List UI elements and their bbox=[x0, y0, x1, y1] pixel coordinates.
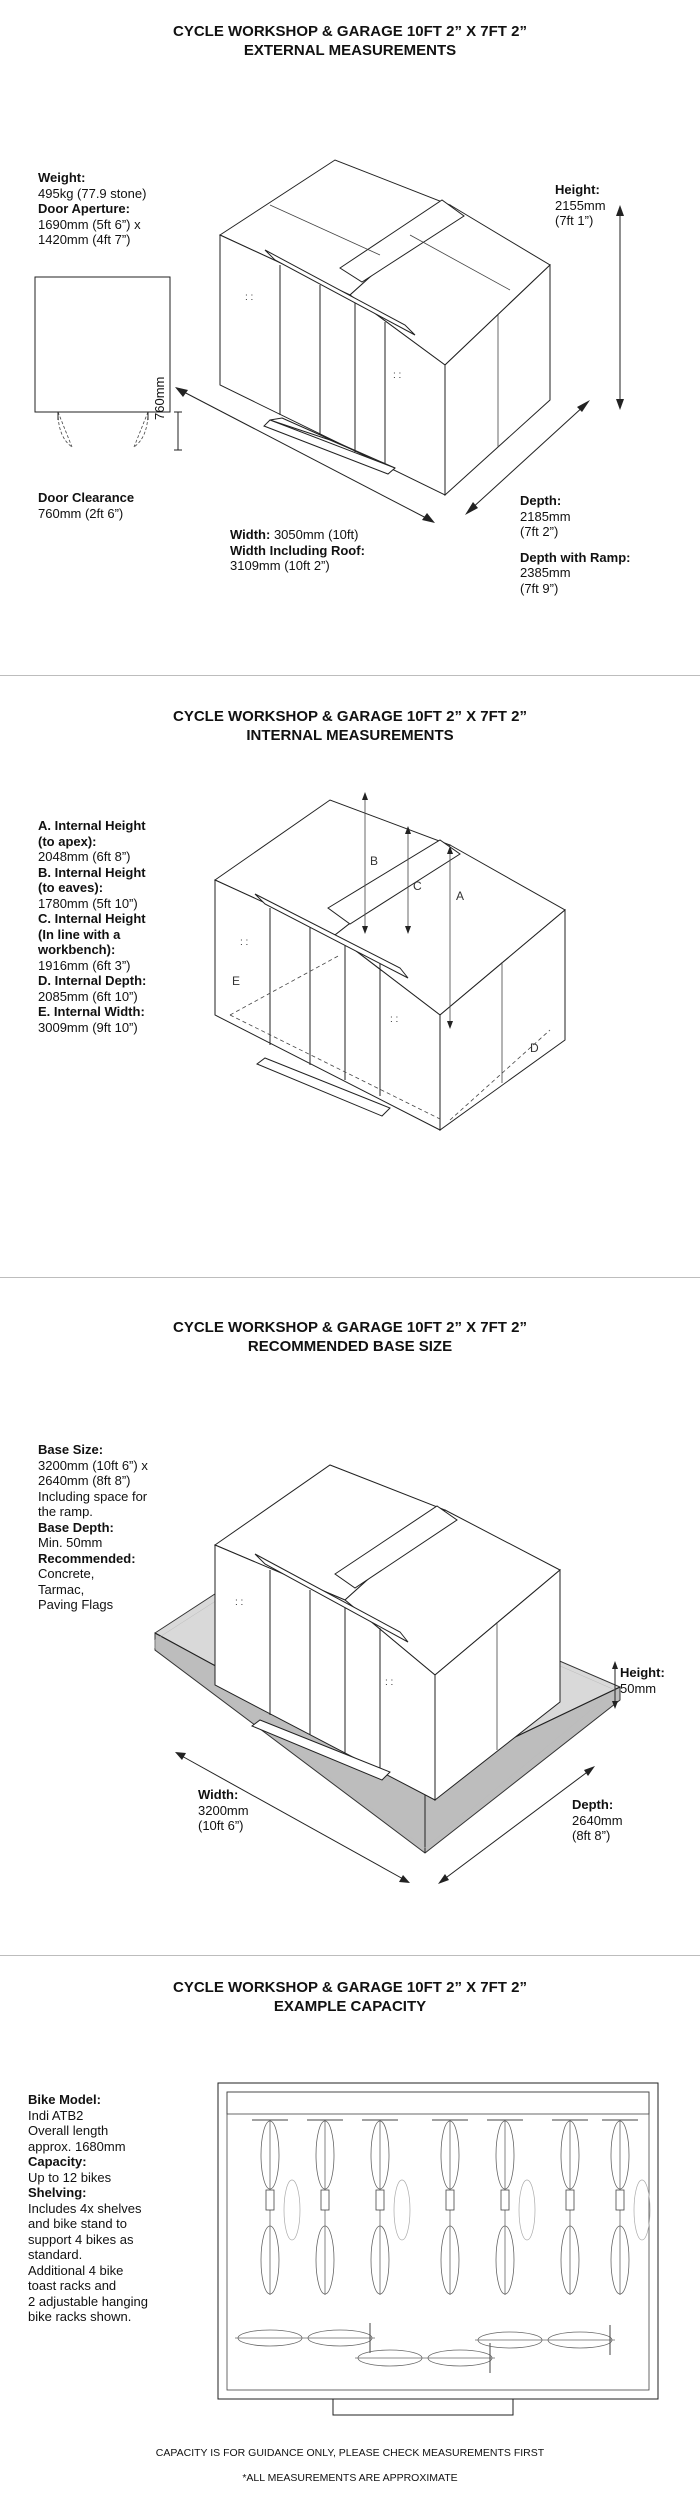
bike-outline bbox=[235, 2323, 375, 2353]
base-depth-value: Min. 50mm bbox=[38, 1535, 103, 1550]
bike-outline bbox=[362, 2120, 410, 2295]
recommended-3: Paving Flags bbox=[38, 1597, 114, 1612]
weight-label: Weight: bbox=[38, 170, 86, 185]
external-depth-value-2: (7ft 2”) bbox=[520, 524, 559, 539]
bike-model-value-2: Overall length bbox=[28, 2123, 109, 2138]
bike-outline bbox=[252, 2120, 300, 2295]
base-width-value-1: 3200mm bbox=[198, 1802, 249, 1818]
shelving-8: bike racks shown. bbox=[28, 2309, 132, 2324]
capacity-info-block bbox=[28, 2092, 148, 2325]
internal-title-line2: INTERNAL MEASUREMENTS bbox=[246, 727, 454, 744]
shelving-6: toast racks and bbox=[28, 2278, 117, 2293]
base-size-value-1: 3200mm (10ft 6”) x bbox=[38, 1457, 148, 1473]
capacity-title bbox=[0, 1978, 700, 2016]
svg-text:: :: : : bbox=[245, 292, 254, 303]
capacity-label: Capacity: bbox=[28, 2154, 87, 2169]
recommended-label: Recommended: bbox=[38, 1550, 136, 1566]
base-title-line2: RECOMMENDED BASE SIZE bbox=[247, 1338, 453, 1355]
bike-outline bbox=[602, 2120, 650, 2295]
base-width-label: Width: bbox=[198, 1787, 239, 1802]
door-aperture-value-1: 1690mm (5ft 6”) x bbox=[38, 216, 141, 232]
c-value: 1916mm (6ft 3”) bbox=[38, 957, 131, 973]
base-size-label: Base Size: bbox=[38, 1442, 104, 1457]
a-value: 2048mm (6ft 8”) bbox=[38, 849, 131, 864]
c-label-2: (In line with a bbox=[38, 926, 121, 942]
svg-text:: :: : : bbox=[235, 1597, 244, 1608]
capacity-floorplan bbox=[215, 2080, 665, 2420]
marker-d: D bbox=[530, 1041, 539, 1055]
shelving-4: standard. bbox=[28, 2247, 83, 2262]
external-title bbox=[0, 22, 700, 60]
external-width-value: 3050mm (10ft) bbox=[273, 527, 359, 542]
internal-shed-drawing bbox=[210, 790, 610, 1140]
depth-ramp-value-1: 2385mm bbox=[520, 565, 571, 580]
b-label-2: (to eaves): bbox=[38, 880, 104, 895]
bike-outline bbox=[355, 2343, 495, 2373]
external-depth-block bbox=[520, 493, 631, 596]
e-value: 3009mm (9ft 10”) bbox=[38, 1019, 138, 1035]
bike-outline bbox=[307, 2120, 343, 2295]
base-height-block bbox=[620, 1665, 665, 1696]
door-height-dim: 760mm bbox=[152, 376, 167, 420]
base-size-value-4: the ramp. bbox=[38, 1504, 93, 1519]
recommended-2: Tarmac, bbox=[38, 1581, 85, 1597]
external-width-label: Width: bbox=[230, 527, 271, 542]
external-depth-label: Depth: bbox=[520, 493, 562, 508]
internal-measurements-list bbox=[38, 818, 146, 1035]
base-depth-label: Base Depth: bbox=[38, 1519, 114, 1535]
base-title bbox=[0, 1318, 700, 1356]
svg-text:: :: : : bbox=[385, 1677, 394, 1688]
base-size-value-3: Including space for bbox=[38, 1488, 148, 1504]
e-label: E. Internal Width: bbox=[38, 1004, 145, 1019]
marker-a: A bbox=[456, 889, 465, 903]
bike-outline bbox=[552, 2120, 588, 2295]
bike-model-value-3: approx. 1680mm bbox=[28, 2138, 126, 2154]
base-width-value-2: (10ft 6”) bbox=[198, 1818, 244, 1833]
external-title-line2: EXTERNAL MEASUREMENTS bbox=[243, 42, 457, 59]
shelving-label: Shelving: bbox=[28, 2185, 87, 2200]
width-roof-label: Width Including Roof: bbox=[230, 542, 365, 558]
svg-text:: :: : : bbox=[393, 370, 402, 381]
svg-text:: :: : : bbox=[390, 1014, 399, 1025]
d-label: D. Internal Depth: bbox=[38, 973, 147, 988]
base-depth-value-1: 2640mm bbox=[572, 1812, 623, 1828]
bike-outline bbox=[487, 2120, 535, 2295]
base-depth-value-2: (8ft 8”) bbox=[572, 1828, 611, 1843]
depth-ramp-value-2: (7ft 9”) bbox=[520, 580, 559, 596]
marker-e: E bbox=[232, 974, 241, 988]
shelving-3: support 4 bikes as bbox=[28, 2231, 134, 2247]
external-height-block bbox=[555, 182, 606, 229]
internal-title bbox=[0, 707, 700, 745]
external-height-value-2: (7ft 1”) bbox=[555, 213, 594, 228]
external-height-value-1: 2155mm bbox=[555, 197, 606, 213]
base-size-block bbox=[38, 1442, 148, 1613]
b-label-1: B. Internal Height bbox=[38, 864, 146, 880]
base-size-value-2: 2640mm (8ft 8”) bbox=[38, 1473, 131, 1488]
svg-text:: :: : : bbox=[240, 937, 249, 948]
external-height-label: Height: bbox=[555, 182, 600, 197]
a-label-2: (to apex): bbox=[38, 833, 97, 849]
bike-outline bbox=[432, 2120, 468, 2295]
b-value: 1780mm (5ft 10”) bbox=[38, 895, 138, 911]
external-width-block bbox=[230, 527, 365, 574]
base-depth-dim-label: Depth: bbox=[572, 1797, 614, 1812]
a-label-1: A. Internal Height bbox=[38, 818, 146, 833]
door-clearance-label: Door Clearance bbox=[38, 490, 135, 505]
shelving-7: 2 adjustable hanging bbox=[28, 2293, 148, 2309]
door-clearance-value: 760mm (2ft 6”) bbox=[38, 505, 124, 521]
door-clearance-block bbox=[38, 490, 134, 521]
capacity-value: Up to 12 bikes bbox=[28, 2169, 112, 2185]
base-depth-block bbox=[572, 1797, 623, 1844]
door-aperture-label: Door Aperture: bbox=[38, 201, 130, 216]
external-depth-value-1: 2185mm bbox=[520, 508, 571, 524]
capacity-footnote-1: CAPACITY IS FOR GUIDANCE ONLY, PLEASE CHECK MEASUREMENTS FIRST bbox=[155, 2447, 545, 2459]
door-aperture-value-2: 1420mm (4ft 7”) bbox=[38, 232, 131, 247]
internal-title-line1: CYCLE WORKSHOP & GARAGE 10FT 2” X 7FT 2” bbox=[173, 708, 527, 725]
divider bbox=[0, 1277, 700, 1278]
weight-value: 495kg (77.9 stone) bbox=[38, 185, 147, 201]
bike-outline bbox=[475, 2325, 615, 2355]
external-weight-block bbox=[38, 170, 146, 248]
base-height-label: Height: bbox=[620, 1665, 665, 1680]
bike-model-label: Bike Model: bbox=[28, 2092, 101, 2107]
marker-b: B bbox=[370, 854, 379, 868]
width-roof-value: 3109mm (10ft 2”) bbox=[230, 558, 330, 573]
divider bbox=[0, 1955, 700, 1956]
shelving-5: Additional 4 bike bbox=[28, 2262, 124, 2278]
base-width-block bbox=[198, 1787, 249, 1834]
shelving-2: and bike stand to bbox=[28, 2216, 128, 2231]
external-title-line1: CYCLE WORKSHOP & GARAGE 10FT 2” X 7FT 2” bbox=[173, 23, 527, 40]
capacity-footnote-2: *ALL MEASUREMENTS ARE APPROXIMATE bbox=[242, 2472, 458, 2484]
divider bbox=[0, 675, 700, 676]
bike-model-value-1: Indi ATB2 bbox=[28, 2107, 84, 2123]
capacity-title-line1: CYCLE WORKSHOP & GARAGE 10FT 2” X 7FT 2” bbox=[173, 1979, 527, 1996]
door-clearance-diagram bbox=[30, 272, 180, 452]
capacity-title-line2: EXAMPLE CAPACITY bbox=[273, 1998, 427, 2015]
shelving-1: Includes 4x shelves bbox=[28, 2200, 142, 2216]
marker-c: C bbox=[413, 879, 422, 893]
recommended-1: Concrete, bbox=[38, 1566, 95, 1581]
c-label-1: C. Internal Height bbox=[38, 911, 146, 926]
base-height-value: 50mm bbox=[620, 1680, 657, 1696]
base-title-line1: CYCLE WORKSHOP & GARAGE 10FT 2” X 7FT 2” bbox=[173, 1319, 527, 1336]
d-value: 2085mm (6ft 10”) bbox=[38, 988, 138, 1004]
c-label-3: workbench): bbox=[38, 942, 116, 957]
depth-ramp-label: Depth with Ramp: bbox=[520, 549, 631, 565]
